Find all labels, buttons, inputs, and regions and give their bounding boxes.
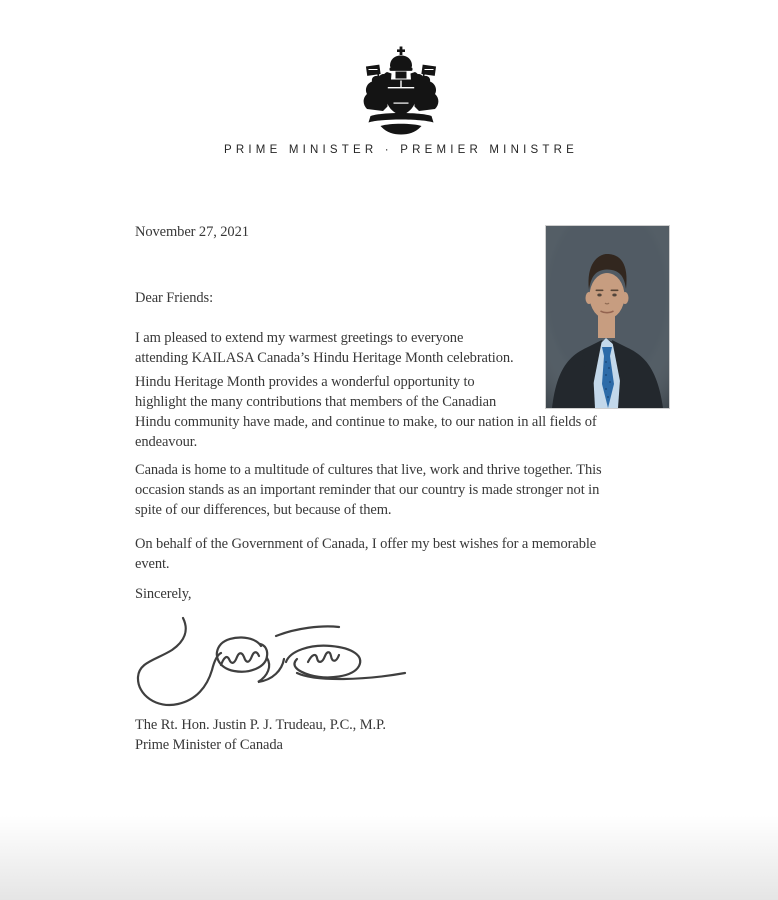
body-line: I am pleased to extend my warmest greetings to everyone [135, 330, 464, 346]
paragraph-3 [135, 460, 602, 520]
body-line: spite of our differences, but because of them. [135, 502, 392, 518]
paragraph-2 [135, 372, 597, 452]
body-line: On behalf of the Government of Canada, I offer my best wishes for a memorable [135, 536, 597, 552]
body-line: Hindu community have made, and continue to make, to our nation in all fields of [135, 414, 597, 430]
body-line: occasion stands as an important reminder that our country is made stronger not in [135, 482, 600, 498]
signature-image [126, 610, 411, 715]
letter-date: November 27, 2021 [135, 224, 249, 240]
salutation: Dear Friends: [135, 290, 214, 306]
paragraph-4 [135, 534, 596, 574]
body-line: endeavour. [135, 434, 198, 450]
letterhead-title: PRIME MINISTER · PREMIER MINISTRE [224, 144, 578, 156]
page-bottom-fade [0, 815, 778, 900]
body-line: highlight the many contributions that members of the Canadian [135, 394, 497, 410]
body-line: attending KAILASA Canada’s Hindu Heritage Month celebration. [135, 350, 514, 366]
body-line: Canada is home to a multitude of cultures that live, work and thrive together. This [135, 462, 602, 478]
closing: Sincerely, [135, 586, 192, 602]
body-line: Hindu Heritage Month provides a wonderful opportunity to [135, 374, 475, 390]
signer-title: Prime Minister of Canada [135, 737, 283, 753]
coat-of-arms-icon [357, 46, 445, 138]
signer-name: The Rt. Hon. Justin P. J. Trudeau, P.C., M.P. [135, 717, 386, 733]
paragraph-1 [135, 328, 514, 368]
body-line: event. [135, 556, 170, 572]
